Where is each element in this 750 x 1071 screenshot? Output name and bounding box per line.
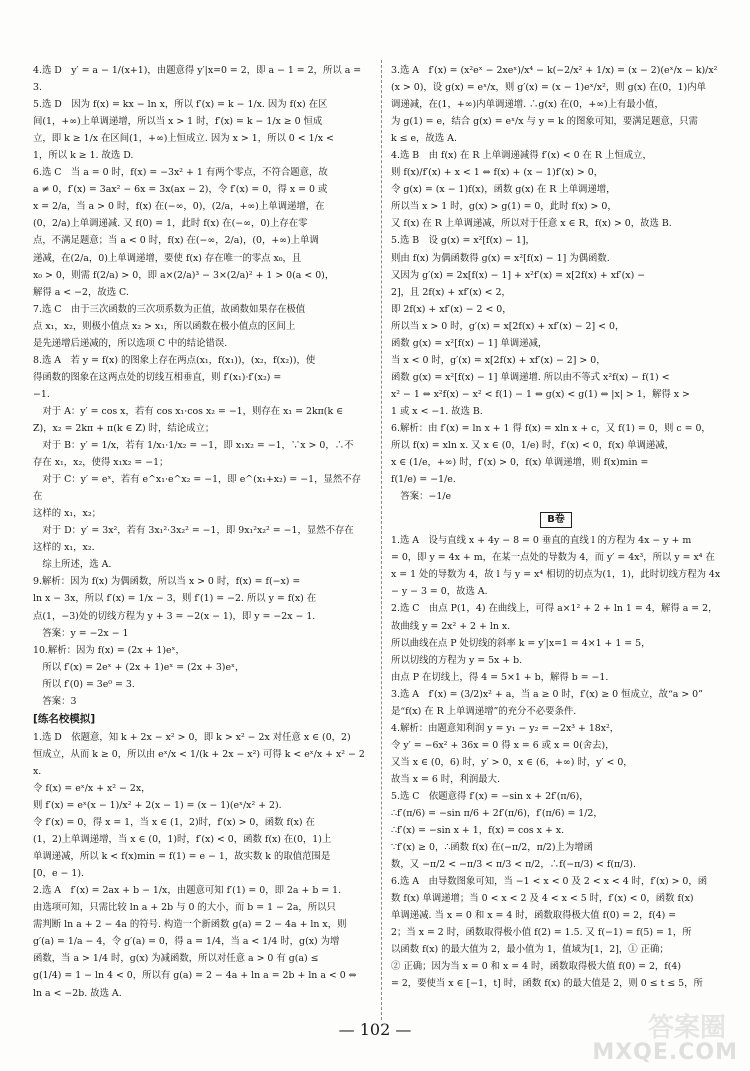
solution-item <box>33 62 369 96</box>
solution-line: (1，2)上单调递增，当 x ∈ (0，1)时，f′(x) < 0，函数 f(x) 在(0，1)上 <box>33 834 332 846</box>
solution-line: x = 1 处的导数为 4，故 l 与 y = x⁴ 相切的切点为(1，1)，此时切线方程为 4x − y − 3 = 0，故选 A. <box>391 569 721 598</box>
solution-line: 当 x < 0 时，g′(x) = x[2f(x) + xf′(x) − 2] > 0， <box>391 354 606 366</box>
solution-line: 2.选 A f′(x) = 2ax + b − 1/x，由题意可知 f′(1) = 0，即 2a + b = 1. <box>33 885 342 897</box>
solution-line: 解得 a < −2，故选 C. <box>33 286 129 298</box>
solution-item <box>391 420 721 505</box>
solution-line: 由选项可知，只需比较 ln a + 2b 与 0 的大小，而 b = 1 − 2a，所以只 <box>33 902 336 914</box>
solution-line: 4.解析：由题意知利润 y = y₁ − y₂ = −2x³ + 18x²， <box>391 722 620 734</box>
solution-line: 所以当 x > 1 时，g(x) > g(1) = 0，此时 f(x) > 0， <box>391 201 617 213</box>
solution-line: 5.选 C 依题意得 f′(x) = −sin x + 2f′(π/6)， <box>391 790 589 802</box>
solution-line: 1.选 D 依题意，知 k + 2x − x² > 0，即 k > x² − 2x 对任意 x ∈ (0，2) <box>33 731 351 743</box>
solution-line: x₀ > 0，则需 f(2/a) > 0，即 a×(2/a)³ − 3×(2/a)² + 1 > 0(a < 0)， <box>33 269 335 281</box>
solution-line: 恒成立，从而 k ≥ 0，所以由 eˣ/x < 1/(k + 2x − x²) 可得 k < eˣ/x + x² − 2x. <box>33 748 365 777</box>
solution-line: 故曲线 y = 2x² + 2 + ln x. <box>391 620 511 632</box>
solution-line: x ∈ (1/e，+∞) 时，f′(x) > 0，f(x) 单调递增，则 f(x)min = <box>391 457 649 469</box>
solution-line: 8.选 A 若 y = f(x) 的图象上存在两点(x₁，f(x₁))，(x₂，f(x₂))，使 <box>33 354 316 366</box>
watermark-domain-text: MXQE.COM <box>592 1040 738 1065</box>
solution-item <box>33 96 369 164</box>
solution-line: ∴f′(π/6) = −sin π/6 + 2f′(π/6)，f′(π/6) = 1/2， <box>391 808 603 820</box>
solution-line: 所以 f′(x) = 2eˣ + (2x + 1)eˣ = (2x + 3)eˣ， <box>33 661 245 673</box>
solution-line: f(1/e) = −1/e. <box>391 474 456 486</box>
solution-line: 1，所以 k ≥ 1. 故选 D. <box>33 150 134 162</box>
solution-line: 点 x₁，x₂，则极小值点 x₂ > x₁，所以函数在极小值点的区间上 <box>33 320 296 332</box>
solution-line: 为 g(1) = e，结合 g(x) = eˣ/x 与 y = k 的图象可知，要满足题意，只需 <box>391 116 698 128</box>
solution-line: 则 f′(x) = eˣ(x − 1)/x² + 2(x − 1) = (x − 1)(eˣ/x² + 2). <box>33 800 282 812</box>
solution-line: 单调递减. 当 x = 0 和 x = 4 时，函数取得极大值 f(0) = 2，f(4) = <box>391 910 677 922</box>
solution-line: g′(a) = 1/a − 4，令 g′(a) = 0，得 a = 1/4，当 a < 1/4 时，g(x) 为增 <box>33 936 340 948</box>
solution-line: 1 或 x < −1. 故选 B. <box>391 405 483 417</box>
watermark-top-text: 答案圈 <box>647 1013 726 1043</box>
solution-item <box>33 573 369 641</box>
solution-line: 即 2f(x) + xf′(x) − 2 < 0， <box>391 303 512 315</box>
solution-line: = 2，要使当 x ∈ [−1，t] 时，函数 f(x) 的最大值是 2，则 0 ≤ t ≤ 5，所 <box>391 978 703 990</box>
solution-line: = 0，即 y = 4x + m，在某一点处的导数为 4，而 y′ = 4x³，所以 y = x⁴ 在 <box>391 552 715 564</box>
solution-line: 又因为 g′(x) = 2x[f(x) − 1] + x²f′(x) = x[2f(x) + xf′(x) − <box>391 269 646 281</box>
solution-line: 9.解析：因为 f(x) 为偶函数，所以当 x > 0 时，f(x) = f(−x) = <box>33 576 301 588</box>
solution-item <box>391 532 721 600</box>
solution-line: 又 f(x) 在 R 上单调递减，所以对于任意 x ∈ R，f(x) > 0，故选 B. <box>391 218 672 230</box>
solution-line: 数 f(x) 单调递增；当 0 < x < 2 及 4 < x < 5 时，f′(x) < 0，函数 f(x) <box>391 893 694 905</box>
solution-line: k ≤ e，故选 A. <box>391 133 457 145</box>
solution-item <box>391 600 721 685</box>
section-title-famous-schools: [练名校模拟] <box>33 712 96 725</box>
solution-line: 间(1，+∞)上单调递增，所以当 x > 1 时，f′(x) = k − 1/x ≥ 0 恒成 <box>33 116 323 128</box>
solution-line: 函数，当 a > 1/4 时，g(x) 为减函数，所以对任意 a > 0 有 g(a) ≤ <box>33 953 319 965</box>
solution-line: 3.选 A f′(x) = (3/2)x² + a，当 a ≥ 0 时，f′(x) ≥ 0 恒成立，故“a > 0” <box>391 688 703 700</box>
solution-line: 立，即 k ≥ 1/x 在区间(1，+∞)上恒成立. 因为 x > 1，所以 0 < 1/x < <box>33 133 334 145</box>
solution-line: −1. <box>33 388 50 400</box>
solution-line: ∴f′(x) = −sin x + 1，f(x) = cos x + x. <box>391 825 565 837</box>
solution-item <box>391 788 721 873</box>
solution-line: 答案：−1/e <box>391 491 452 503</box>
solution-line: 故当 x = 6 时，利润最大. <box>391 773 501 785</box>
solution-line: 函数 g(x) = x²[f(x) − 1] 单调递减， <box>391 337 548 349</box>
solution-line: ∵f′(x) ≥ 0，∴函数 f(x) 在(−π/2，π/2)上为增函 <box>391 842 594 854</box>
solution-line: 综上所述，选 A. <box>33 559 112 571</box>
solution-line: 2]，且 2f(x) + xf′(x) < 2， <box>391 286 511 298</box>
solution-line: 5.选 B 设 g(x) = x²[f(x) − 1]， <box>391 235 535 247</box>
solution-line: [0，e − 1). <box>33 868 84 880</box>
solution-line: Z)，x₂ = 2kπ + π(k ∈ Z) 时，结论成立； <box>33 422 215 434</box>
solution-item <box>391 232 721 420</box>
solution-line: 6.解析：由 f′(x) = ln x + 1 得 f(x) = xln x + c，又 f(1) = 0，则 c = 0， <box>391 422 711 434</box>
solution-item <box>391 686 721 720</box>
solution-line: 单调递减，所以 k < f(x)min = f(1) = e − 1，故实数 k 的取值范围是 <box>33 851 331 863</box>
solution-line: 7.选 C 由于三次函数的三次项系数为正值，故函数如果存在极值 <box>33 303 306 315</box>
solution-item <box>33 882 369 1001</box>
solution-line: 则 f(x)/f′(x) + x < 1 ⇔ f(x) + (x − 1)f′(x) > 0， <box>391 167 604 179</box>
solution-line: (0，2/a)上单调递减. 又 f(0) = 1，此时 f(x) 在(−∞，0)上存在零 <box>33 218 308 230</box>
solution-line: 以函数 f(x) 的最大值为 2，最小值为 1，值域为[1，2]，① 正确； <box>391 944 669 956</box>
solution-item <box>33 729 369 882</box>
solution-line: 调递减，在(1，+∞)内单调递增. ∴g(x) 在(0，+∞)上有最小值， <box>391 99 664 111</box>
solution-line: 得函数的图象在这两点处的切线互相垂直，则 f′(x₁)·f′(x₂) = <box>33 371 282 383</box>
solution-line: 1.选 A 设与直线 x + 4y − 8 = 0 垂直的直线 l 的方程为 4x − y + m <box>391 535 692 547</box>
solution-item <box>391 62 721 147</box>
solution-line: 存在 x₁，x₂，使得 x₁x₂ = −1； <box>33 457 169 469</box>
solution-line: 6.选 A 由导数图象可知，当 −1 < x < 0 及 2 < x < 4 时，f′(x) > 0，函 <box>391 876 708 888</box>
solution-item <box>33 164 369 300</box>
solution-line: 所以当 x > 0 时，g′(x) = x[2f(x) + xf′(x) − 2] < 0， <box>391 320 625 332</box>
solution-line: 6.选 C 当 a = 0 时，f(x) = −3x² + 1 有两个零点，不符合题意，故 <box>33 167 328 179</box>
solution-line: ln x − 3x，所以 f′(x) = 1/x − 3，则 f′(1) = −2. 所以 y = f(x) 在 <box>33 593 317 605</box>
watermark-logo <box>594 1005 744 1065</box>
solution-line: 是“f(x) 在 R 上单调递增”的充分不必要条件. <box>391 705 577 717</box>
section-box-b: B卷 <box>540 512 572 528</box>
page-number: — 102 — <box>338 1020 412 1039</box>
solution-line: 由点 P 在切线上，得 4 = 5×1 + b，解得 b = −1. <box>391 671 609 683</box>
solution-item <box>391 720 721 788</box>
solution-line: 是先递增后递减的，所以选项 C 中的结论错误. <box>33 337 228 349</box>
solution-line: 答案：y = −2x − 1 <box>33 627 129 639</box>
solution-line: 需判断 ln a + 2 − 4a 的符号. 构造一个新函数 g(a) = 2 − 4a + ln x，则 <box>33 919 347 931</box>
solution-line: 点(1，−3)处的切线方程为 y + 3 = −2(x − 1)，即 y = −2x − 1. <box>33 610 316 622</box>
right-column <box>391 62 721 993</box>
solution-line: 5.选 D 因为 f(x) = kx − ln x，所以 f′(x) = k − 1/x. 因为 f(x) 在区 <box>33 99 328 111</box>
solution-line: 答案：3 <box>33 695 77 707</box>
solution-line: 令 f(x) = eˣ/x + x² − 2x， <box>33 782 151 794</box>
solution-line: 这样的 x₁，x₂； <box>33 508 101 520</box>
solution-line: 对于 C：y′ = eˣ，若有 e^x₁·e^x₂ = −1，即 e^(x₁+x₂) = −1，显然不存在 <box>33 474 361 503</box>
solution-item <box>33 301 369 352</box>
solution-line: 又当 x ∈ (0，6) 时，y′ > 0，x ∈ (6，+∞) 时，y′ < 0， <box>391 756 633 768</box>
solution-line: 所以曲线在点 P 处切线的斜率 k = y′|x=1 = 4×1 + 1 = 5， <box>391 637 651 649</box>
solution-line: 所以切线的方程为 y = 5x + b. <box>391 654 523 666</box>
solution-item <box>391 147 721 232</box>
solution-line: ln a < −2b. 故选 A. <box>33 987 122 999</box>
solution-line: 4.选 B 由 f(x) 在 R 上单调递减得 f′(x) < 0 在 R 上恒成立， <box>391 150 652 162</box>
solution-line: 点，不满足题意；当 a < 0 时，f(x) 在(−∞，2/a)，(0，+∞)上单调 <box>33 235 319 247</box>
solution-line: 这样的 x₁，x₂. <box>33 542 95 554</box>
column-divider <box>381 60 382 1020</box>
solution-line: x² − 1 ⇔ x²f(x) − x² < f(1) − 1 ⇔ g(x) < g(1) ⇔ |x| > 1，解得 x > <box>391 388 690 400</box>
left-column <box>33 62 369 1002</box>
solution-item <box>391 873 721 992</box>
solution-item <box>33 642 369 710</box>
solution-line: ② 正确；因为当 x = 0 和 x = 4 时，函数取得极大值 f(0) = 2，f(4) <box>391 961 682 973</box>
solution-line: 4.选 D y′ = a − 1/(x+1)，由题意得 y′|x=0 = 2，即 a − 1 = 2，所以 a = 3. <box>33 65 362 94</box>
solution-line: g(1/4) = 1 − ln 4 < 0，所以有 g(a) = 2 − 4a + ln a = 2b + ln a < 0 ⇔ <box>33 970 357 982</box>
solution-line: 函数 g(x) = x²[f(x) − 1] 单调递增. 所以由不等式 x²f(x) − f(1) < <box>391 371 670 383</box>
solution-line: 令 y′ = −6x² + 36x = 0 得 x = 6 或 x = 0(舍去)， <box>391 739 615 751</box>
solution-line: 则由 f(x) 为偶函数得 g(x) = x²[f(x) − 1] 为偶函数. <box>391 252 610 264</box>
solution-line: 2.选 C 由点 P(1，4) 在曲线上，可得 a×1² + 2 + ln 1 = 4，解得 a = 2， <box>391 603 718 615</box>
solution-line: 3.选 A f′(x) = (x²eˣ − 2xeˣ)/x⁴ − k(−2/x² + 1/x) = (x − 2)(eˣ/x − k)/x² <box>391 65 718 76</box>
solution-line: 令 g(x) = (x − 1)f(x)，函数 g(x) 在 R 上单调递增， <box>391 184 616 196</box>
solution-line: 对于 B：y′ = 1/x，若有 1/x₁·1/x₂ = −1，即 x₁x₂ = −1，∵x > 0，∴不 <box>33 440 354 452</box>
solution-line: 递减，在(2/a，0)上单调递增，要使 f(x) 存在唯一的零点 x₀，且 <box>33 252 302 264</box>
solution-item <box>33 352 369 574</box>
solution-line: 2；当 x = 2 时，函数取得极小值 f(2) = 1.5. 又 f(−1) = f(5) = 1，所 <box>391 927 692 939</box>
solution-line: (x > 0)，设 g(x) = eˣ/x，则 g′(x) = (x − 1)eˣ/x²，则 g(x) 在(0，1)内单 <box>391 82 706 94</box>
solution-line: 数，又 −π/2 < −π/3 < π/3 < π/2，∴f(−π/3) < f(π/3). <box>391 859 636 871</box>
solution-line: a ≠ 0，f′(x) = 3ax² − 6x = 3x(ax − 2)，令 f′(x) = 0，得 x = 0 或 <box>33 184 328 196</box>
solution-line: 所以 f′(0) = 3e⁰ = 3. <box>33 678 135 690</box>
solution-line: 对于 A：y′ = cos x，若有 cos x₁·cos x₂ = −1，则存在 x₁ = 2kπ(k ∈ <box>33 405 344 417</box>
solution-line: 10.解析：因为 f(x) = (2x + 1)eˣ， <box>33 644 185 656</box>
solution-line: 令 f′(x) = 0，得 x = 1，当 x ∈ (1，2)时，f′(x) > 0，函数 f(x) 在 <box>33 817 315 829</box>
solution-line: 所以 f(x) = xln x. 又 x ∈ (0，1/e) 时，f′(x) < 0，f(x) 单调递减， <box>391 440 675 452</box>
solution-line: x = 2/a，当 a > 0 时，f(x) 在(−∞，0)，(2/a，+∞)上单调递增，在 <box>33 201 325 213</box>
solution-line: 对于 D：y′ = 3x²，若有 3x₁²·3x₂² = −1，即 9x₁²x₂² = −1，显然不存在 <box>33 525 354 537</box>
